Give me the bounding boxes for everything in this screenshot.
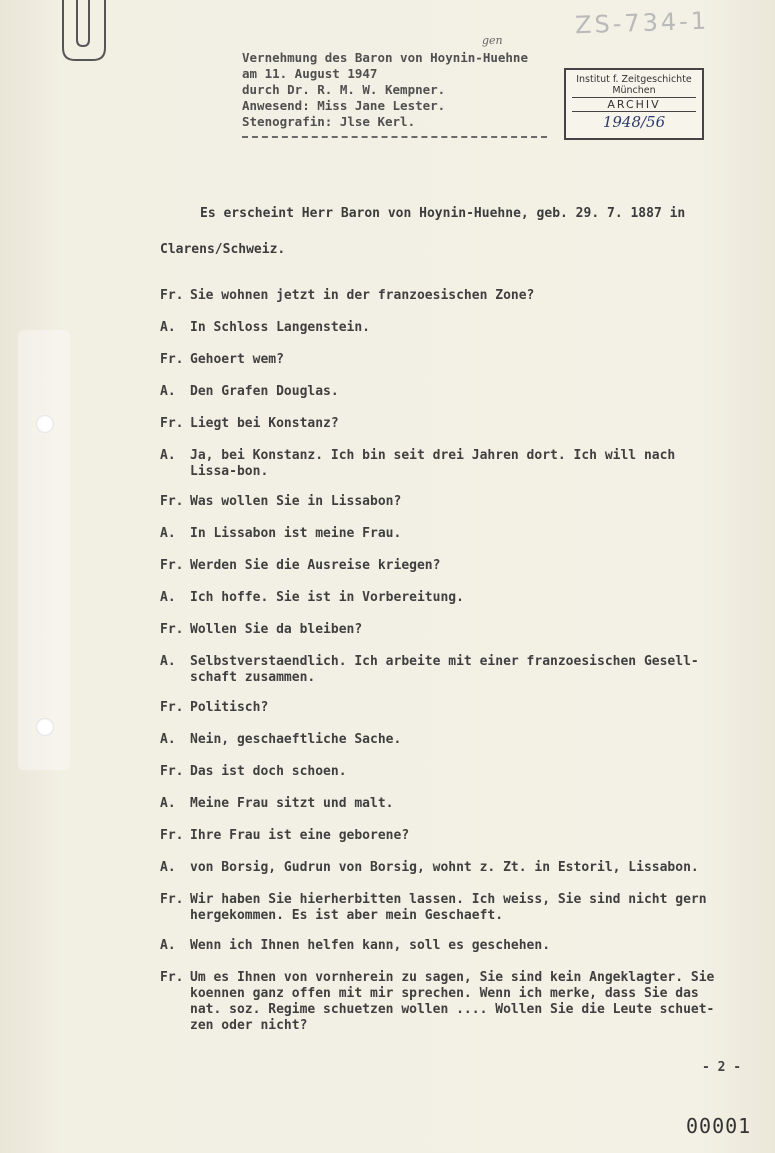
dialogue-text: Um es Ihnen von vornherein zu sagen, Sie sind kein Angeklagter. Sie koennen ganz offen mit mir sprechen. Wenn ich merke, dass Sie das nat. soz. Regime schuetzen wollen .... Wollen Sie die Leute schuet-zen oder nicht? [190,970,715,1033]
speaker-label: A. [160,448,176,463]
dialogue-text: In Schloss Langenstein. [190,320,371,335]
punch-hole-bottom [36,718,54,736]
paper-clip-mark [55,0,110,65]
dialogue-text: Werden Sie die Ausreise kriegen? [190,558,441,573]
speaker-label: Fr. [160,970,184,985]
dialogue-row [160,384,730,416]
header-line: Stenografin: Jlse Kerl. [242,114,416,129]
intro-line: Es erscheint Herr Baron von Hoynin-Huehne, geb. 29. 7. 1887 in [200,206,686,221]
dialogue-text: Ich hoffe. Sie ist in Vorbereitung. [190,590,464,605]
dialogue-text: In Lissabon ist meine Frau. [190,526,402,541]
speaker-label: A. [160,938,176,953]
header-line: Vernehmung des Baron von Hoynin-Huehne [242,50,528,65]
dialogue-text: Ihre Frau ist eine geborene? [190,828,410,843]
stamp-archive-label: ARCHIV [572,97,696,112]
stamp-institute: Institut f. Zeitgeschichte [576,74,692,85]
header-line: durch Dr. R. M. W. Kempner. [242,82,446,97]
speaker-label: Fr. [160,700,184,715]
folio-number: 00001 [686,1114,752,1138]
handwritten-correction: gen [482,34,503,47]
dialogue-row [160,892,730,938]
speaker-label: Fr. [160,622,184,637]
dialogue-text: Liegt bei Konstanz? [190,416,339,431]
punch-hole-top [36,415,54,433]
speaker-label: A. [160,732,176,747]
dialogue-text: Selbstverstaendlich. Ich arbeite mit einer franzoesischen Gesell-schaft zusammen. [190,654,699,685]
header-line: Anwesend: Miss Jane Lester. [242,98,446,113]
stamp-handwritten-number: 1948/56 [602,113,666,131]
dialogue-row [160,416,730,448]
dialogue-row [160,494,730,526]
speaker-label: Fr. [160,494,184,509]
dialogue-text: Das ist doch schoen. [190,764,347,779]
dialogue-row [160,320,730,352]
intro-line: Clarens/Schweiz. [160,242,286,257]
speaker-label: Fr. [160,558,184,573]
speaker-label: Fr. [160,288,184,303]
dialogue-text: Wenn ich Ihnen helfen kann, soll es geschehen. [190,938,551,953]
speaker-label: Fr. [160,828,184,843]
speaker-label: A. [160,526,176,541]
speaker-label: A. [160,320,176,335]
dialogue-row [160,558,730,590]
dialogue-text: Ja, bei Konstanz. Ich bin seit drei Jahren dort. Ich will nach Lissa-bon. [190,448,676,479]
speaker-label: A. [160,860,176,875]
dialogue-row [160,700,730,732]
stamp-city: München [612,85,656,96]
header-divider [242,136,547,138]
dialogue-text: Politisch? [190,700,269,715]
dialogue-row [160,860,730,892]
dialogue-row [160,448,730,494]
intro-paragraph [160,196,720,268]
interrogation-dialogue [160,288,730,1032]
dialogue-row [160,970,730,1032]
speaker-label: Fr. [160,764,184,779]
page-number: - 2 - [702,1060,742,1075]
dialogue-text: Wollen Sie da bleiben? [190,622,363,637]
dialogue-text: Wir haben Sie hierherbitten lassen. Ich weiss, Sie sind nicht gern hergekommen. Es ist aber mein Geschaeft. [190,892,707,923]
dialogue-text: Meine Frau sitzt und malt. [190,796,394,811]
dialogue-row [160,590,730,622]
dialogue-text: Den Grafen Douglas. [190,384,339,399]
speaker-label: A. [160,654,176,669]
dialogue-row [160,654,730,700]
dialogue-row [160,764,730,796]
dialogue-text: Was wollen Sie in Lissabon? [190,494,402,509]
dialogue-row [160,828,730,860]
dialogue-text: Sie wohnen jetzt in der franzoesischen Zone? [190,288,535,303]
speaker-label: A. [160,590,176,605]
document-header [242,50,547,138]
dialogue-row [160,796,730,828]
dialogue-row [160,288,730,320]
dialogue-row [160,732,730,764]
hole-punch-strip [18,330,70,770]
dialogue-row [160,352,730,384]
dialogue-text: von Borsig, Gudrun von Borsig, wohnt z. Zt. in Estoril, Lissabon. [190,860,699,875]
speaker-label: Fr. [160,416,184,431]
dialogue-row [160,526,730,558]
archive-number: ZS-734-1 [574,6,710,40]
dialogue-row [160,938,730,970]
dialogue-text: Gehoert wem? [190,352,284,367]
speaker-label: A. [160,796,176,811]
dialogue-row [160,622,730,654]
dialogue-text: Nein, geschaeftliche Sache. [190,732,402,747]
speaker-label: A. [160,384,176,399]
header-line: am 11. August 1947 [242,66,378,81]
archive-stamp [564,68,704,140]
speaker-label: Fr. [160,892,184,907]
speaker-label: Fr. [160,352,184,367]
